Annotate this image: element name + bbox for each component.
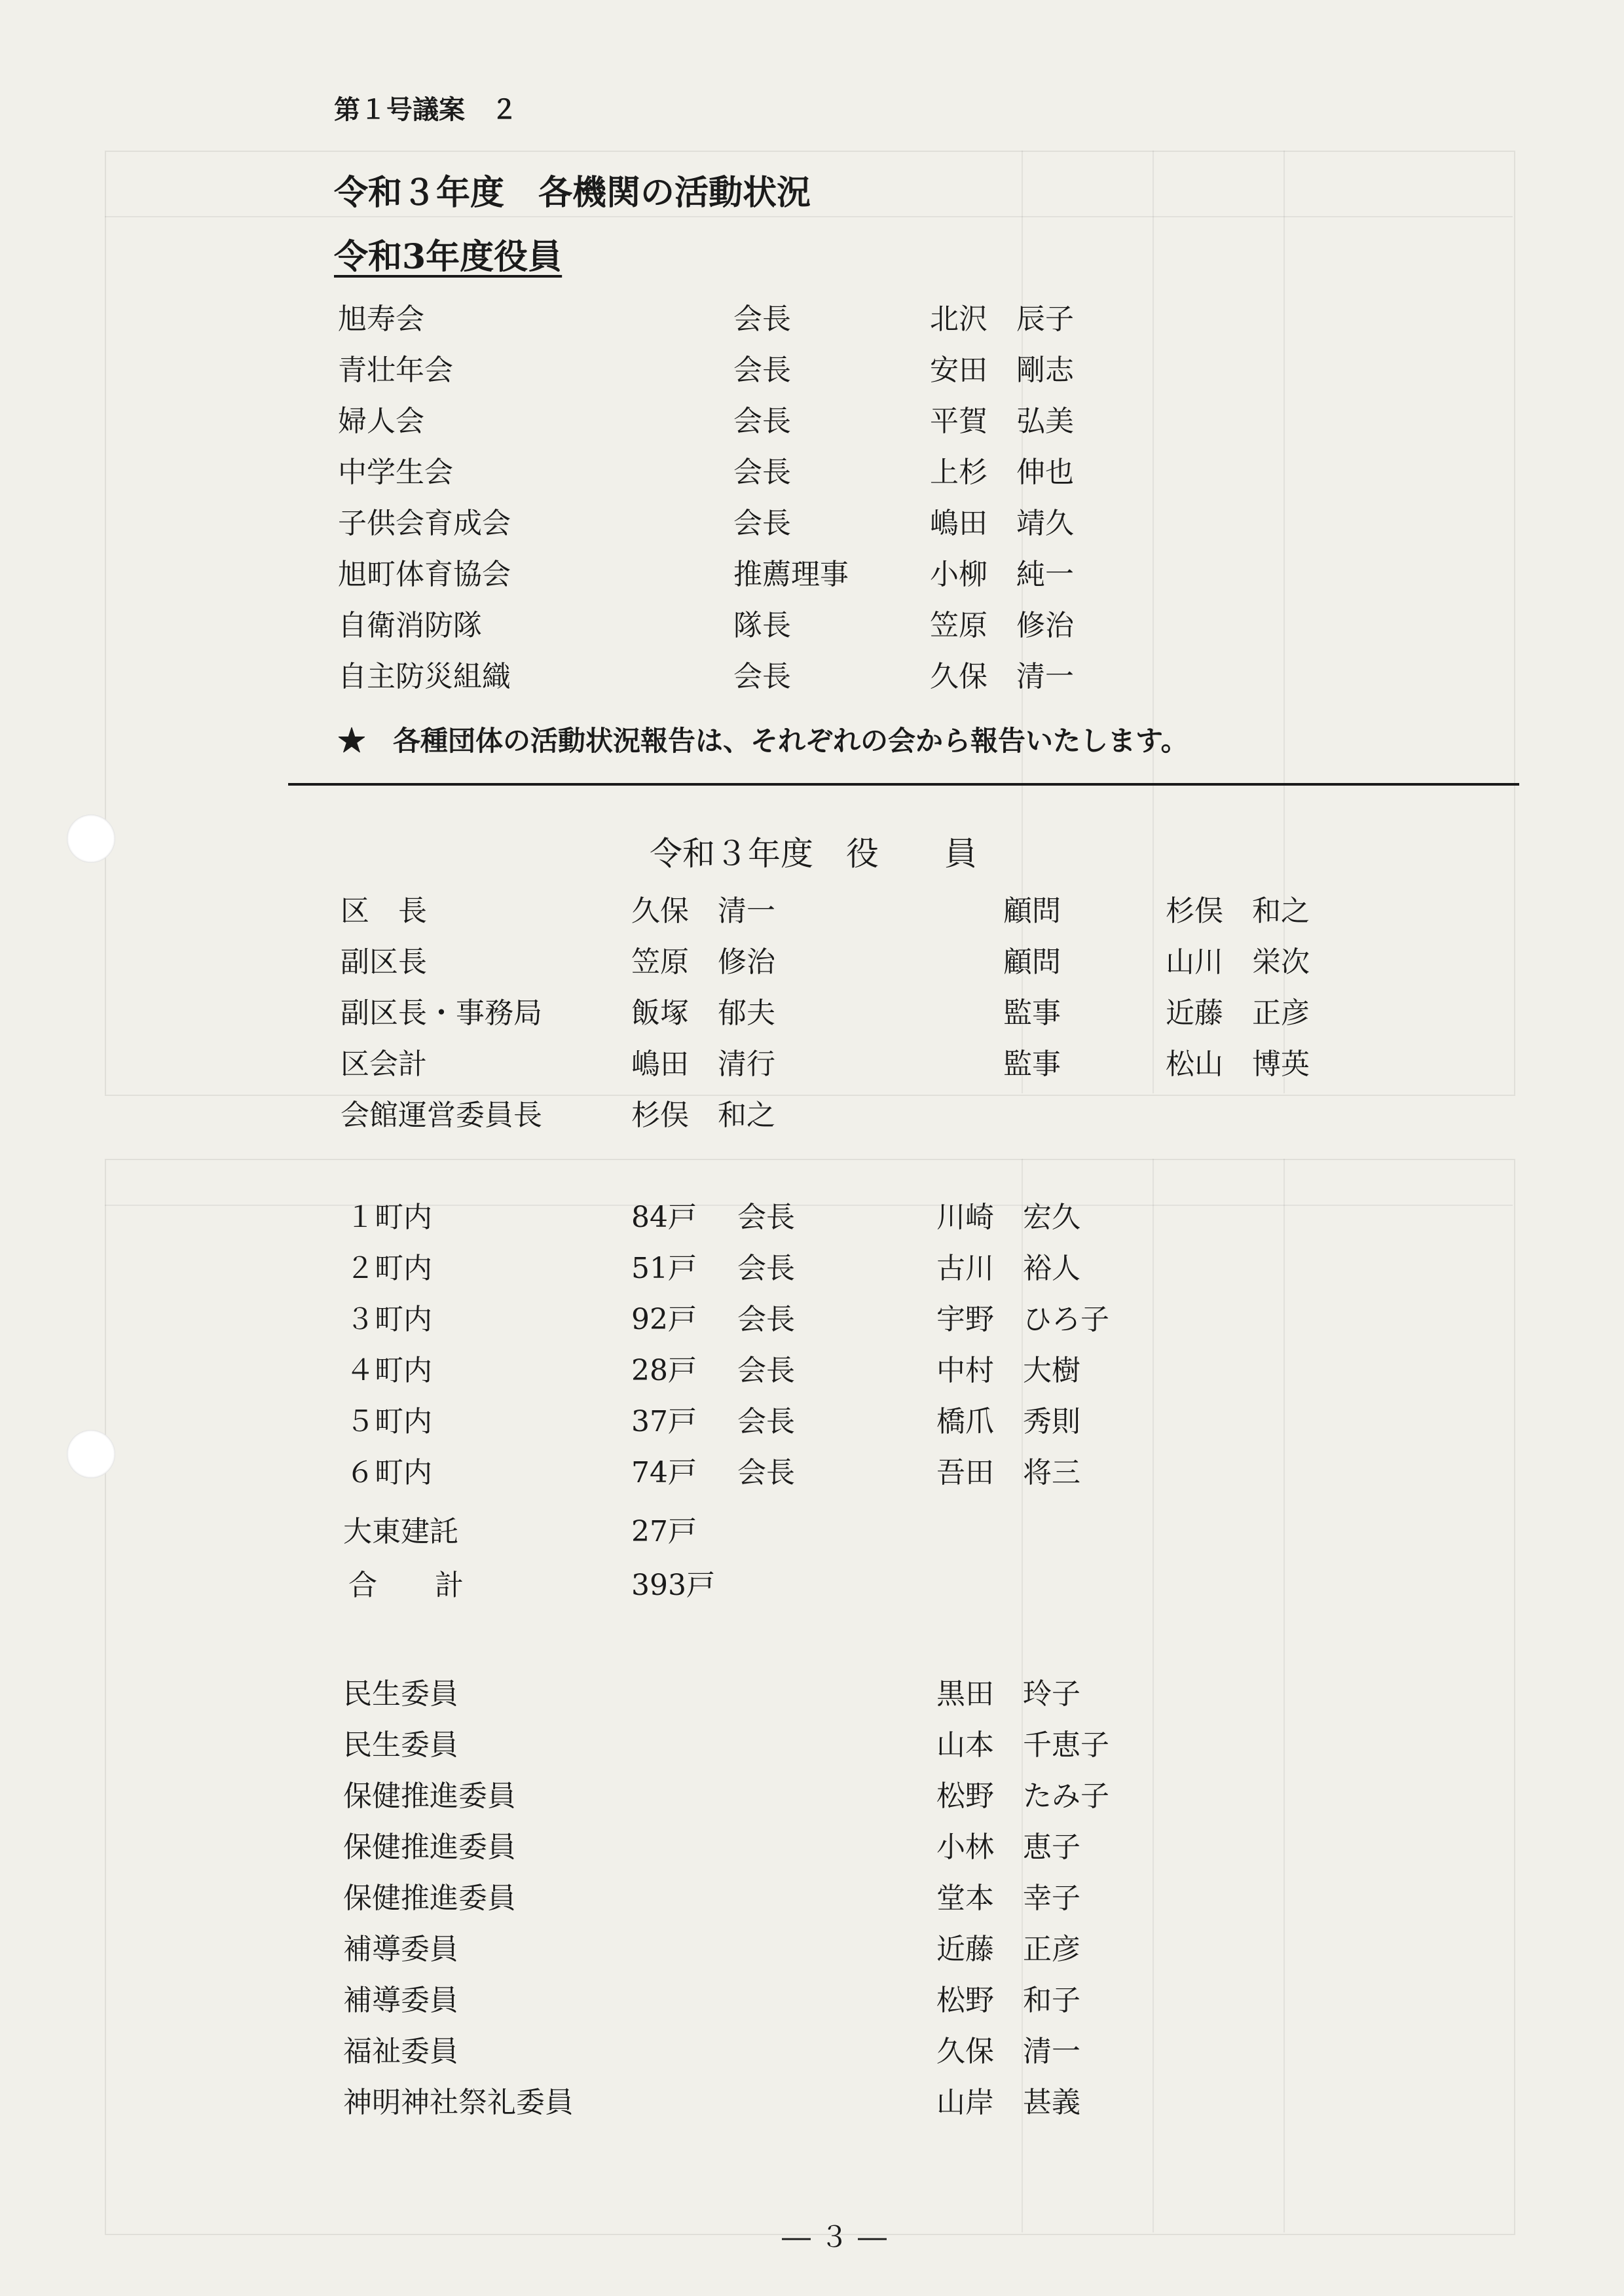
- bleed-line: [1283, 1159, 1285, 2232]
- district-area: ２町内: [346, 1252, 432, 1285]
- district-role: 会長: [737, 1252, 795, 1285]
- district-role: 会長: [737, 1456, 795, 1489]
- total-label: 合 計: [348, 1569, 464, 1602]
- district-households: 28戸: [631, 1354, 697, 1387]
- auditor-name: 松山 博英: [1166, 1048, 1310, 1081]
- section-divider: [288, 783, 1519, 786]
- committee-role: 保健推進委員: [343, 1882, 516, 1915]
- org-person: 笠原 修治: [930, 609, 1074, 642]
- org-name: 自主防災組織: [338, 660, 511, 693]
- committee-member: 黒田 玲子: [936, 1677, 1080, 1711]
- org-name: 中学生会: [338, 456, 453, 489]
- officer-role: 区会計: [341, 1048, 427, 1081]
- committee-member: 山本 千恵子: [936, 1728, 1109, 1762]
- officer-name: 杉俣 和之: [631, 1099, 775, 1132]
- district-area: ５町内: [346, 1405, 432, 1438]
- officer-name: 飯塚 郁夫: [631, 996, 775, 1030]
- bleed-line: [105, 216, 1513, 217]
- agenda-label: 第１号議案 ２: [334, 94, 517, 125]
- org-role: 隊長: [733, 609, 791, 642]
- committee-role: 福祉委員: [343, 2035, 458, 2068]
- bleed-line: [1153, 1159, 1154, 2232]
- committee-role: 補導委員: [343, 1933, 458, 1966]
- bleed-line: [1153, 151, 1154, 1093]
- district-households: 92戸: [631, 1303, 697, 1336]
- bleed-line: [105, 1205, 1513, 1206]
- officer-role: 区 長: [341, 894, 427, 928]
- org-role: 会長: [733, 660, 791, 693]
- org-role: 会長: [733, 456, 791, 489]
- committee-role: 保健推進委員: [343, 1831, 516, 1864]
- committee-member: 松野 たみ子: [936, 1779, 1109, 1813]
- advisor-role: 顧問: [1003, 945, 1061, 979]
- officer-role: 副区長: [341, 945, 427, 979]
- committee-member: 堂本 幸子: [936, 1882, 1080, 1915]
- punch-hole-upper: [67, 814, 115, 863]
- org-role: 会長: [733, 302, 791, 336]
- officer-role: 副区長・事務局: [341, 996, 542, 1030]
- auditor-role: 監事: [1003, 996, 1061, 1030]
- total-households: 393戸: [631, 1569, 715, 1602]
- activity-report-note: ★ 各種団体の活動状況報告は、それぞれの会から報告いたします。: [338, 725, 1189, 757]
- district-leader: 川崎 宏久: [936, 1201, 1080, 1234]
- district-area: ６町内: [346, 1456, 432, 1489]
- district-leader: 中村 大樹: [936, 1354, 1080, 1387]
- committee-member: 小林 恵子: [936, 1831, 1080, 1864]
- section2-heading: 令和３年度 役 員: [650, 835, 977, 873]
- district-households: 51戸: [631, 1252, 697, 1285]
- committee-role: 保健推進委員: [343, 1779, 516, 1813]
- district-area: ３町内: [346, 1303, 432, 1336]
- district-leader: 橋爪 秀則: [936, 1405, 1080, 1438]
- district-area: ４町内: [346, 1354, 432, 1387]
- officer-name: 嶋田 清行: [631, 1048, 775, 1081]
- org-person: 上杉 伸也: [930, 456, 1074, 489]
- district-leader: 古川 裕人: [936, 1252, 1080, 1285]
- district-leader: 宇野 ひろ子: [936, 1303, 1109, 1336]
- org-name: 子供会育成会: [338, 507, 511, 540]
- bleed-through-table-bottom: [105, 1159, 1515, 2235]
- district-leader: 吾田 将三: [936, 1456, 1080, 1489]
- org-name: 青壮年会: [338, 354, 453, 387]
- district-role: 会長: [737, 1303, 795, 1336]
- committee-member: 近藤 正彦: [936, 1933, 1080, 1966]
- auditor-role: 監事: [1003, 1048, 1061, 1081]
- org-person: 久保 清一: [930, 660, 1074, 693]
- committee-role: 民生委員: [343, 1728, 458, 1762]
- district-role: 会長: [737, 1405, 795, 1438]
- auditor-name: 近藤 正彦: [1166, 996, 1310, 1030]
- committee-member: 山岸 甚義: [936, 2086, 1080, 2119]
- org-name: 自衛消防隊: [338, 609, 482, 642]
- district-households: 74戸: [631, 1456, 697, 1489]
- officer-name: 久保 清一: [631, 894, 775, 928]
- org-name: 旭寿会: [338, 302, 424, 336]
- committee-role: 補導委員: [343, 1984, 458, 2017]
- page-number: ― ３ ―: [782, 2221, 887, 2254]
- district-households: 27戸: [631, 1515, 697, 1548]
- district-households: 84戸: [631, 1201, 697, 1234]
- org-person: 安田 剛志: [930, 354, 1074, 387]
- district-area: １町内: [346, 1201, 432, 1234]
- org-person: 嶋田 靖久: [930, 507, 1074, 540]
- district-area: 大東建託: [343, 1515, 458, 1548]
- org-name: 旭町体育協会: [338, 558, 511, 591]
- district-role: 会長: [737, 1201, 795, 1234]
- committee-role: 民生委員: [343, 1677, 458, 1711]
- org-role: 推薦理事: [733, 558, 849, 591]
- advisor-role: 顧問: [1003, 894, 1061, 928]
- org-person: 北沢 辰子: [930, 302, 1074, 336]
- advisor-name: 山川 栄次: [1166, 945, 1310, 979]
- org-role: 会長: [733, 507, 791, 540]
- page-title: 令和３年度 各機関の活動状況: [334, 173, 811, 213]
- org-role: 会長: [733, 354, 791, 387]
- committee-member: 松野 和子: [936, 1984, 1080, 2017]
- org-role: 会長: [733, 405, 791, 438]
- org-person: 平賀 弘美: [930, 405, 1074, 438]
- org-person: 小柳 純一: [930, 558, 1074, 591]
- officer-role: 会館運営委員長: [341, 1099, 542, 1132]
- district-households: 37戸: [631, 1405, 697, 1438]
- committee-member: 久保 清一: [936, 2035, 1080, 2068]
- committee-role: 神明神社祭礼委員: [343, 2086, 574, 2119]
- org-name: 婦人会: [338, 405, 424, 438]
- officer-name: 笠原 修治: [631, 945, 775, 979]
- advisor-name: 杉俣 和之: [1166, 894, 1310, 928]
- district-role: 会長: [737, 1354, 795, 1387]
- punch-hole-lower: [67, 1430, 115, 1478]
- section1-heading: 令和3年度役員: [334, 237, 563, 277]
